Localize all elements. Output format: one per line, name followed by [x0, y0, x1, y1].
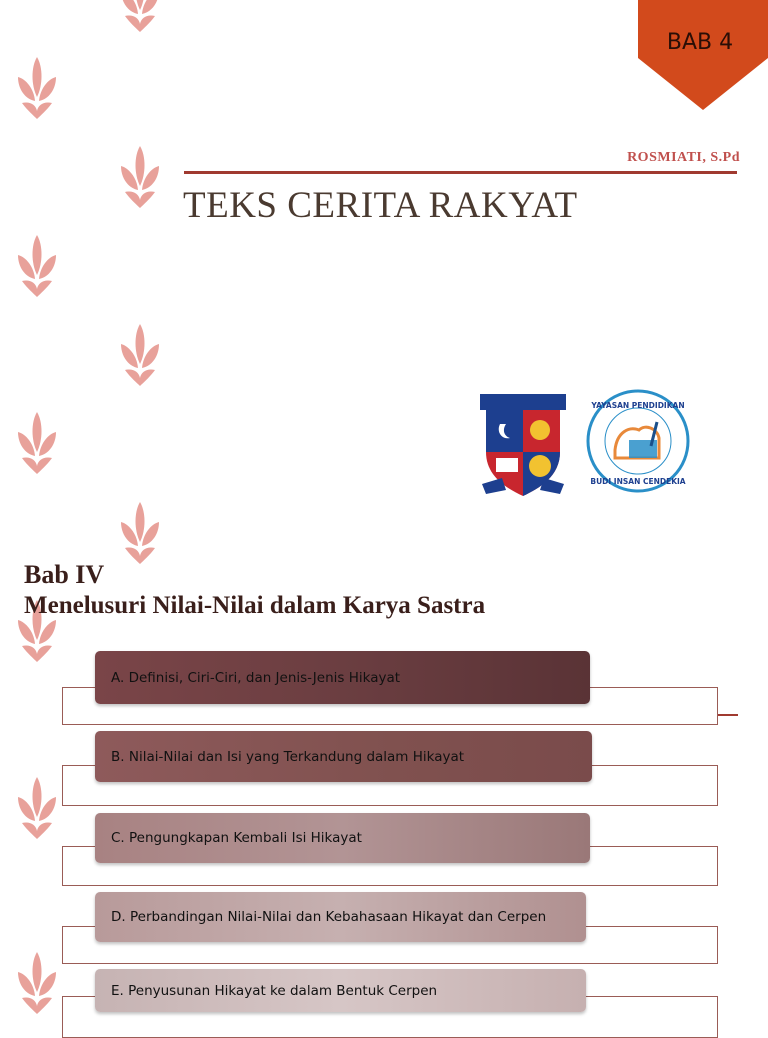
topic-item-c[interactable] [95, 813, 590, 863]
topic-item-label: D. Perbandingan Nilai-Nilai dan Kebahasaan Hikayat dan Cerpen [111, 909, 547, 925]
topic-item-label: E. Penyusunan Hikayat ke dalam Bentuk Cerpen [111, 982, 438, 999]
leaf-ornament [14, 775, 60, 841]
title-rule [184, 171, 737, 174]
leaf-ornament [117, 500, 163, 566]
chapter-badge-label: BAB 4 [666, 30, 734, 55]
leaf-ornament [14, 233, 60, 299]
topic-item-e[interactable] [95, 969, 586, 1012]
chapter-subtitle: Menelusuri Nilai-Nilai dalam Karya Sastra [24, 592, 486, 619]
topic-item-b[interactable] [95, 731, 592, 782]
accent-rule [718, 714, 738, 716]
page-title: TEKS CERITA RAKYAT [183, 185, 578, 226]
leaf-ornament [117, 144, 163, 210]
leaf-ornament [117, 322, 163, 388]
foundation-logo-bottom-text: BUDI INSAN CENDEKIA [590, 477, 686, 486]
topic-item-label: A. Definisi, Ciri-Ciri, dan Jenis-Jenis Hikayat [111, 669, 401, 686]
chapter-badge [638, 0, 768, 110]
leaf-ornament [117, 0, 163, 34]
topic-item-d[interactable] [95, 892, 586, 942]
school-crest-logo [476, 392, 570, 500]
topic-item-a[interactable] [95, 651, 590, 704]
author-name: ROSMIATI, S.Pd [627, 150, 740, 165]
leaf-ornament [14, 950, 60, 1016]
topic-item-label: B. Nilai-Nilai dan Isi yang Terkandung dalam Hikayat [111, 748, 465, 765]
chapter-number: Bab IV [24, 560, 105, 589]
leaf-ornament [14, 55, 60, 121]
foundation-logo [585, 388, 691, 494]
foundation-logo-top-text: YAYASAN PENDIDIKAN [591, 401, 685, 410]
leaf-ornament [14, 410, 60, 476]
topic-item-label: C. Pengungkapan Kembali Isi Hikayat [111, 830, 362, 846]
